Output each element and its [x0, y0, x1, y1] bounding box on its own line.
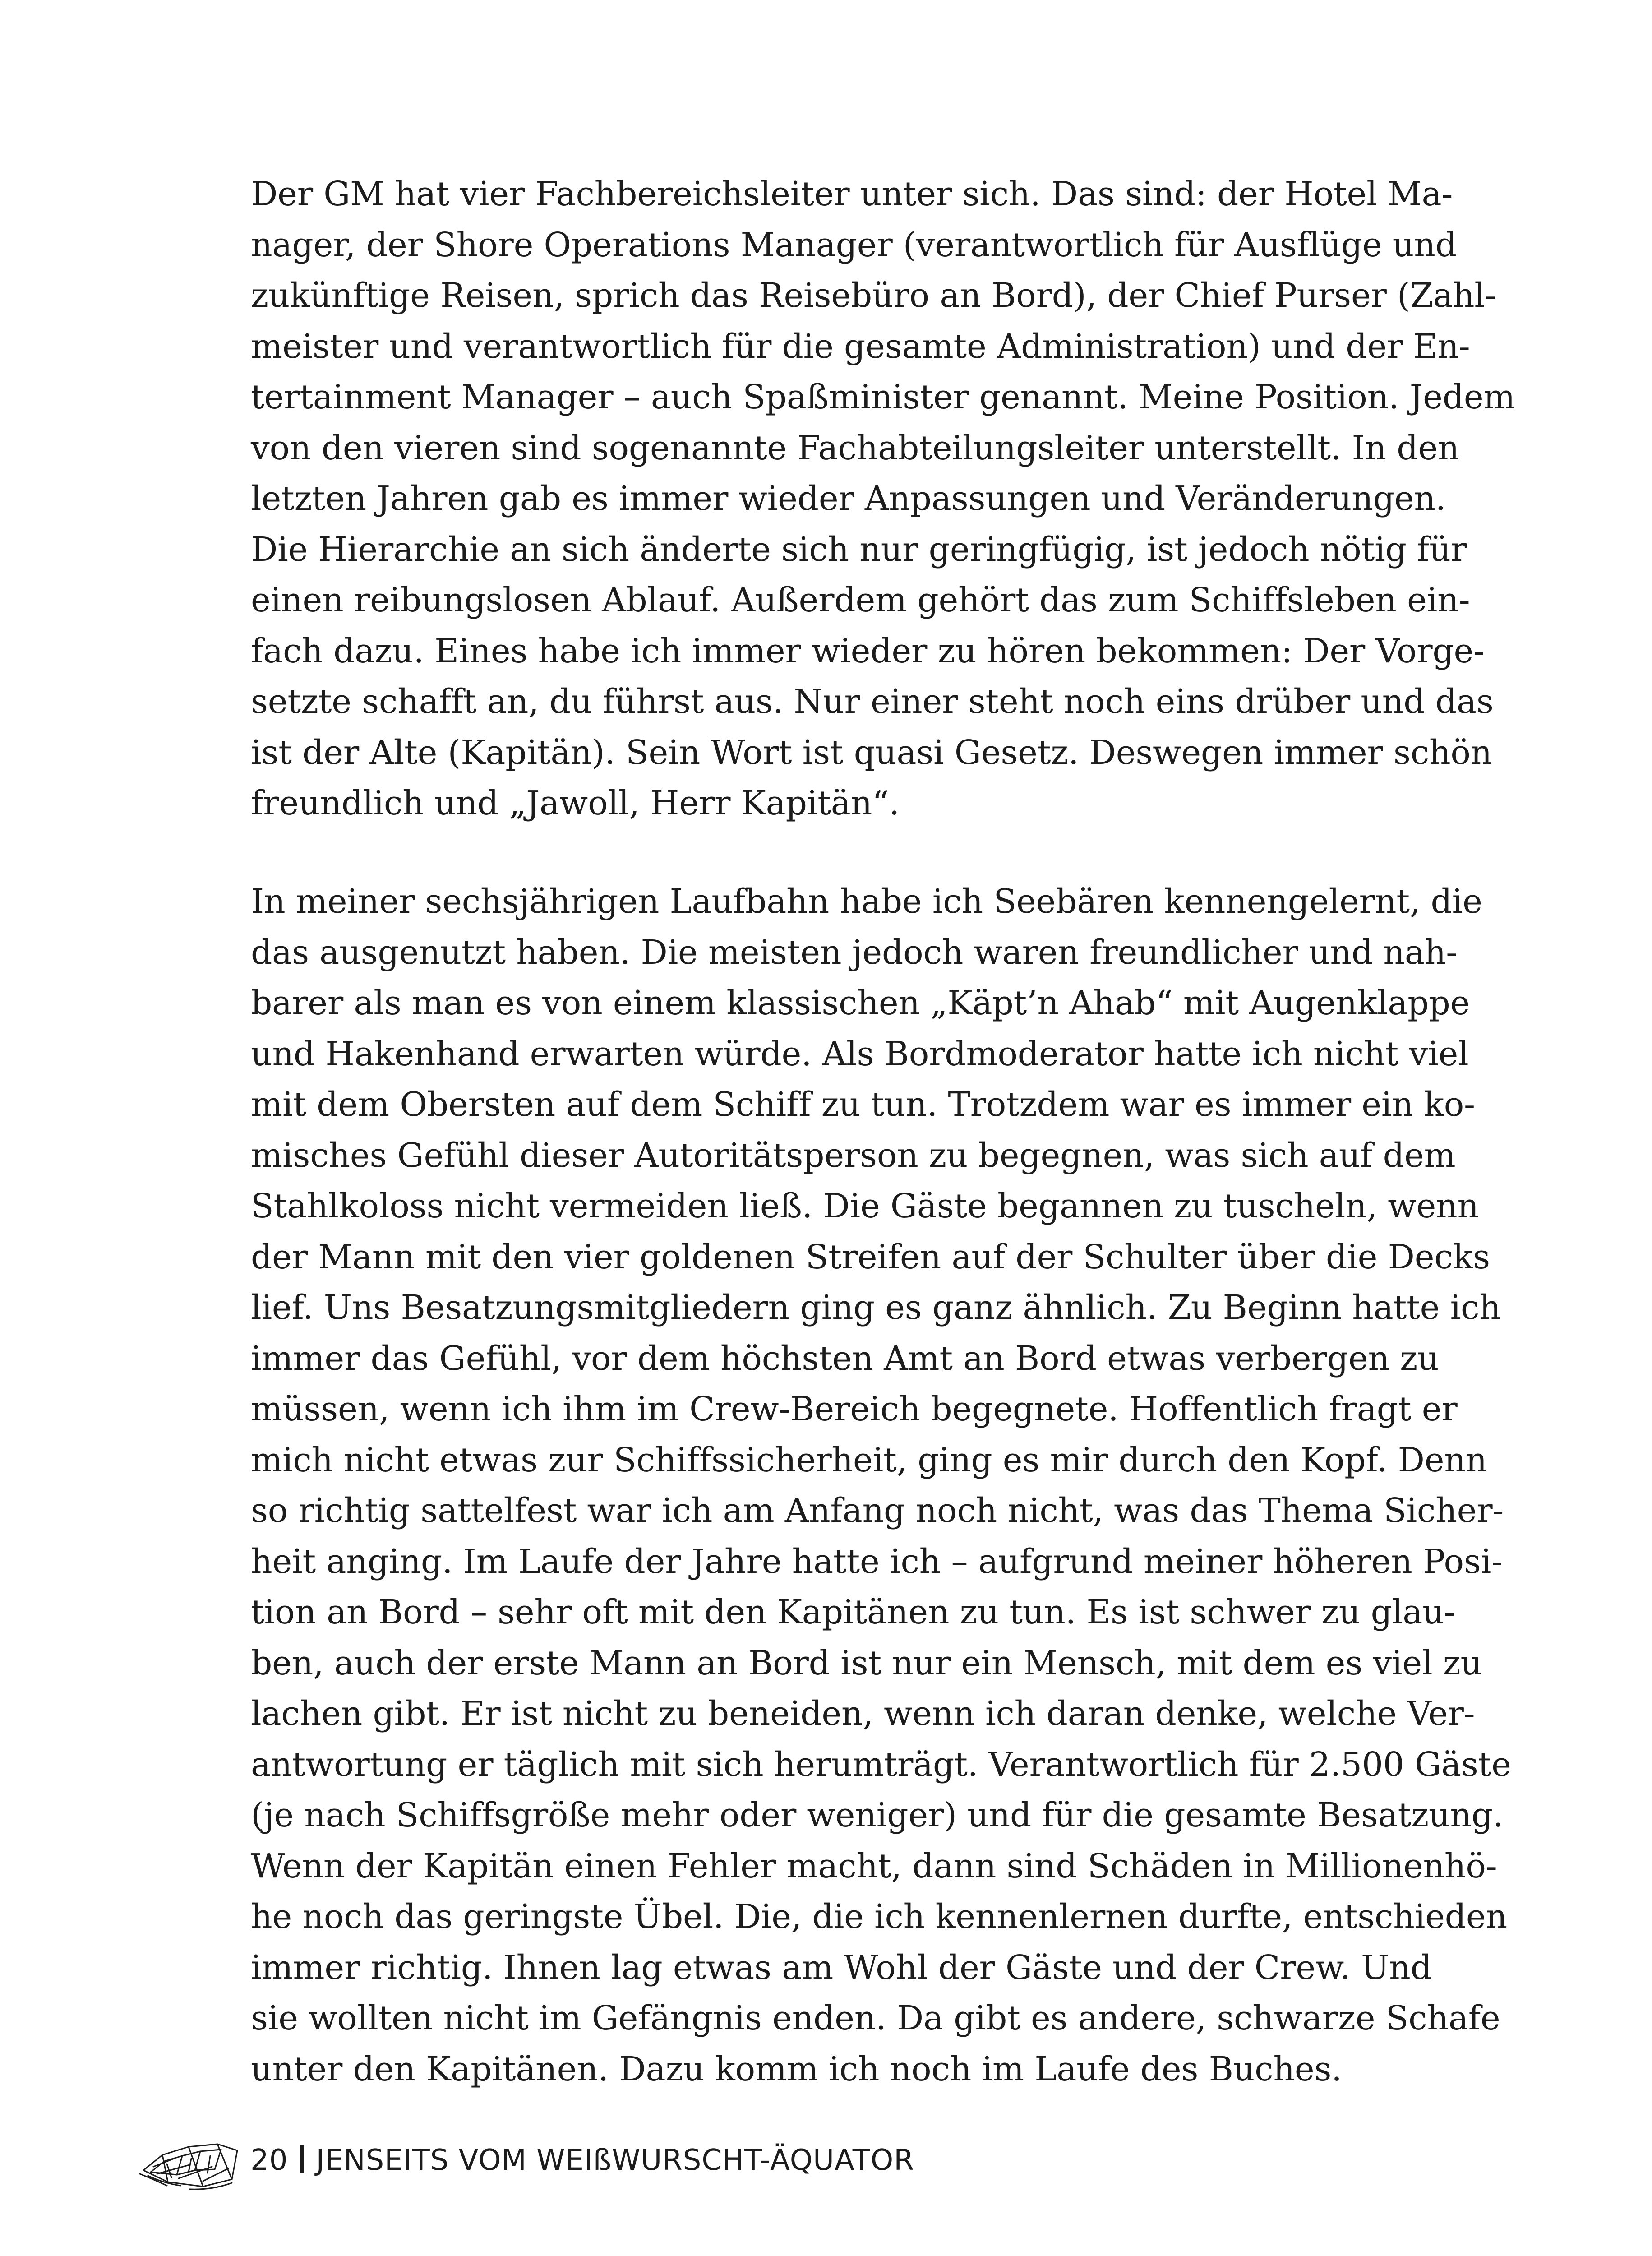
paragraph-1 [251, 169, 1515, 829]
text-line: unter den Kapitänen. Dazu komm ich noch im Laufe des Buches. [251, 2049, 1342, 2089]
paragraph-2 [251, 876, 1511, 2094]
text-line: immer das Gefühl, vor dem höchsten Amt an Bord etwas verbergen zu [251, 1339, 1439, 1378]
text-line: Die Hierarchie an sich änderte sich nur geringfügig, ist jedoch nötig für [251, 530, 1467, 569]
text-line: sie wollten nicht im Gefängnis enden. Da gibt es andere, schwarze Schafe [251, 1999, 1500, 2038]
text-line: mit dem Obersten auf dem Schiff zu tun. Trotzdem war es immer ein ko- [251, 1085, 1475, 1124]
text-line: antwortung er täglich mit sich herumträgt. Verantwortlich für 2.500 Gäste [251, 1745, 1511, 1784]
text-line: lief. Uns Besatzungsmitgliedern ging es ganz ähnlich. Zu Beginn hatte ich [251, 1288, 1501, 1327]
text-line: barer als man es von einem klassischen „Käpt’n Ahab“ mit Augenklappe [251, 984, 1470, 1022]
text-line: immer richtig. Ihnen lag etwas am Wohl der Gäste und der Crew. Und [251, 1948, 1432, 1987]
text-line: mich nicht etwas zur Schiffssicherheit, ging es mir durch den Kopf. Denn [251, 1440, 1487, 1479]
page-number: 20 [250, 2144, 288, 2177]
text-line: (je nach Schiffsgröße mehr oder weniger) und für die gesamte Besatzung. [251, 1796, 1504, 1835]
text-line: heit anging. Im Laufe der Jahre hatte ich – aufgrund meiner höheren Posi- [251, 1542, 1503, 1581]
text-line: tion an Bord – sehr oft mit den Kapitänen zu tun. Es ist schwer zu glau- [251, 1593, 1455, 1632]
text-line: das ausgenutzt haben. Die meisten jedoch waren freundlicher und nah- [251, 933, 1457, 972]
text-line: misches Gefühl dieser Autoritätsperson zu begegnen, was sich auf dem [251, 1136, 1456, 1175]
text-line: Stahlkoloss nicht vermeiden ließ. Die Gäste begannen zu tuscheln, wenn [251, 1187, 1479, 1225]
text-line: der Mann mit den vier goldenen Streifen auf der Schulter über die Decks [251, 1237, 1490, 1276]
text-line: fach dazu. Eines habe ich immer wieder zu hören bekommen: Der Vorge- [251, 631, 1485, 670]
text-line: von den vieren sind sogenannte Fachabteilungsleiter unterstellt. In den [251, 428, 1459, 467]
text-line: einen reibungslosen Ablauf. Außerdem gehört das zum Schiffsleben ein- [251, 581, 1470, 619]
text-line: Der GM hat vier Fachbereichsleiter unter sich. Das sind: der Hotel Ma- [251, 175, 1453, 213]
text-line: lachen gibt. Er ist nicht zu beneiden, wenn ich daran denke, welche Ver- [251, 1694, 1475, 1733]
footer-divider [300, 2145, 304, 2173]
text-line: müssen, wenn ich ihm im Crew-Bereich begegnete. Hoffentlich fragt er [251, 1390, 1458, 1428]
text-line: meister und verantwortlich für die gesamte Administration) und der En- [251, 327, 1470, 366]
ship-sketch-icon [135, 2129, 244, 2196]
text-line: und Hakenhand erwarten würde. Als Bordmoderator hatte ich nicht viel [251, 1034, 1469, 1073]
text-line: zukünftige Reisen, sprich das Reisebüro an Bord), der Chief Purser (Zahl- [251, 276, 1496, 315]
text-line: so richtig sattelfest war ich am Anfang noch nicht, was das Thema Sicher- [251, 1491, 1504, 1530]
text-line: In meiner sechsjährigen Laufbahn habe ich Seebären kennengelernt, die [251, 882, 1482, 921]
page-footer [135, 2129, 1218, 2196]
text-line: ist der Alte (Kapitän). Sein Wort ist quasi Gesetz. Deswegen immer schön [251, 733, 1492, 772]
text-line: Wenn der Kapitän einen Fehler macht, dann sind Schäden in Millionenhö- [251, 1846, 1497, 1886]
text-line: he noch das geringste Übel. Die, die ich kennenlernen durfte, entschieden [251, 1897, 1507, 1936]
text-line: tertainment Manager – auch Spaßminister genannt. Meine Position. Jedem [251, 378, 1515, 416]
text-line: ben, auch der erste Mann an Bord ist nur ein Mensch, mit dem es viel zu [251, 1643, 1482, 1683]
book-title: JENSEITS VOM WEIßWURSCHT-ÄQUATOR [316, 2144, 914, 2177]
text-line: setzte schafft an, du führst aus. Nur einer steht noch eins drüber und das [251, 682, 1494, 721]
text-line: nager, der Shore Operations Manager (verantwortlich für Ausflüge und [251, 225, 1457, 264]
footer-running-title [250, 2142, 914, 2178]
text-line: freundlich und „Jawoll, Herr Kapitän“. [251, 784, 900, 823]
text-line: letzten Jahren gab es immer wieder Anpassungen und Veränderungen. [251, 479, 1446, 518]
